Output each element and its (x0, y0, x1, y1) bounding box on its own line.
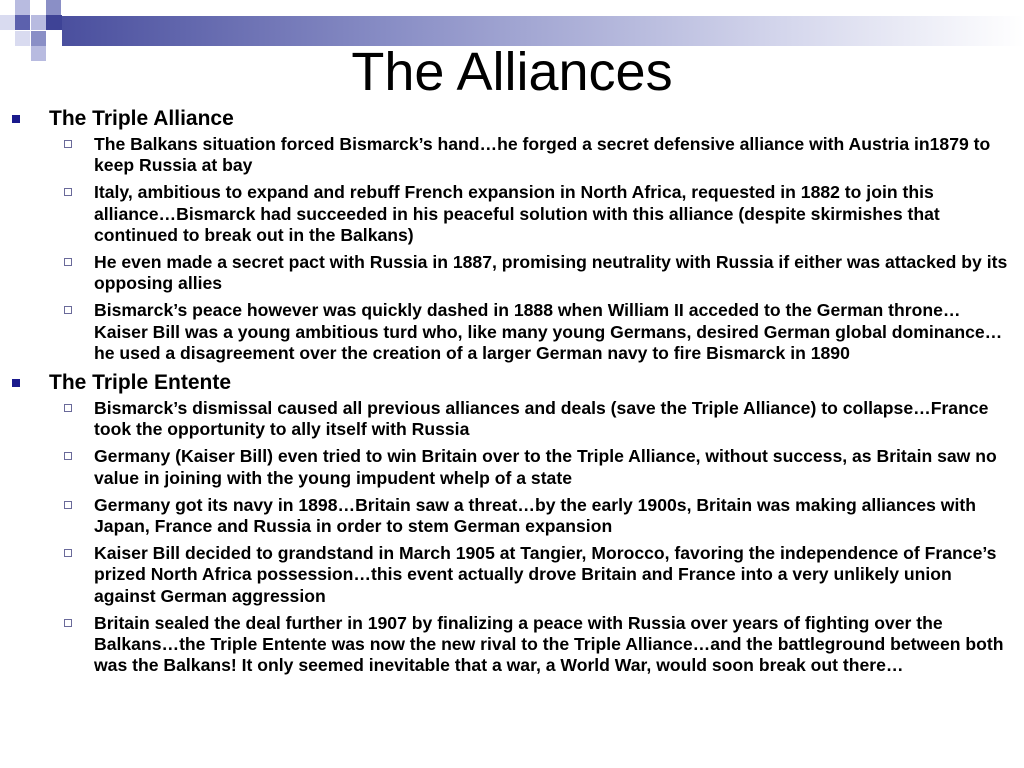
list-item (0, 495, 1024, 537)
square-bullet-icon (12, 379, 20, 387)
list-item-text: Bismarck’s peace however was quickly dashed in 1888 when William II acceded to the German throne…Kaiser Bill was a young ambitious turd who, like many young Germans, desired German global dominance…he used a disagreement over the creation of a larger German navy to fire Bismarck in 1890 (94, 300, 1003, 363)
deco-square (15, 15, 30, 30)
hollow-square-bullet-icon (64, 619, 72, 627)
list-item-text: Kaiser Bill decided to grandstand in March 1905 at Tangier, Morocco, favoring the independence of France’s prized North Africa possession…this event actually drove Britain and France into a very unlikely union against German aggression (94, 543, 997, 606)
section-heading-text: The Triple Entente (49, 371, 232, 395)
square-bullet-icon (12, 115, 20, 123)
list-item-text: Britain sealed the deal further in 1907 by finalizing a peace with Russia over years of fighting over the Balkans…the Triple Entente was now the new rival to the Triple Alliance…and the battleground between both was the Balkans! It only seemed inevitable that a war, a World War, would soon break out there… (94, 612, 1004, 676)
hollow-square-bullet-icon (64, 140, 72, 148)
deco-square (15, 0, 30, 15)
list-item (0, 134, 1024, 176)
list-item (0, 252, 1024, 294)
list-item (0, 613, 1024, 677)
list-item (0, 182, 1024, 246)
deco-square (0, 15, 15, 30)
list-item-text: Bismarck’s dismissal caused all previous alliances and deals (save the Triple Alliance) to collapse…France took the opportunity to ally itself with Russia (94, 398, 989, 440)
hollow-square-bullet-icon (64, 452, 72, 460)
list-item (0, 398, 1024, 440)
slide-content (0, 104, 1024, 682)
deco-square (31, 15, 46, 30)
slide-title: The Alliances (351, 42, 673, 102)
list-item-text: Germany (Kaiser Bill) even tried to win Britain over to the Triple Alliance, without success, as Britain saw no value in joining with the young impudent whelp of a state (94, 446, 997, 488)
section-heading (0, 106, 1024, 132)
section-heading (0, 370, 1024, 396)
hollow-square-bullet-icon (64, 306, 72, 314)
section-heading-text: The Triple Alliance (49, 107, 234, 130)
list-item (0, 543, 1024, 607)
hollow-square-bullet-icon (64, 258, 72, 266)
list-item-text: Italy, ambitious to expand and rebuff French expansion in North Africa, requested in 1882 to join this alliance…Bismarck had succeeded in his peaceful solution with this alliance (despite skirmishes that continued to break out in the Balkans) (94, 182, 940, 245)
deco-square (46, 0, 61, 15)
list-item-text: The Balkans situation forced Bismarck’s hand…he forged a secret defensive alliance with Austria in1879 to keep Russia at bay (94, 134, 991, 176)
deco-square (46, 15, 62, 30)
list-item-text: Germany got its navy in 1898…Britain saw a threat…by the early 1900s, Britain was making alliances with Japan, France and Russia in order to stem German expansion (94, 494, 976, 537)
list-item-text: He even made a secret pact with Russia in 1887, promising neutrality with Russia if either was attacked by its opposing allies (94, 252, 1008, 294)
hollow-square-bullet-icon (64, 549, 72, 557)
list-item (0, 300, 1024, 364)
hollow-square-bullet-icon (64, 188, 72, 196)
hollow-square-bullet-icon (64, 404, 72, 412)
list-item (0, 446, 1024, 488)
hollow-square-bullet-icon (64, 501, 72, 509)
